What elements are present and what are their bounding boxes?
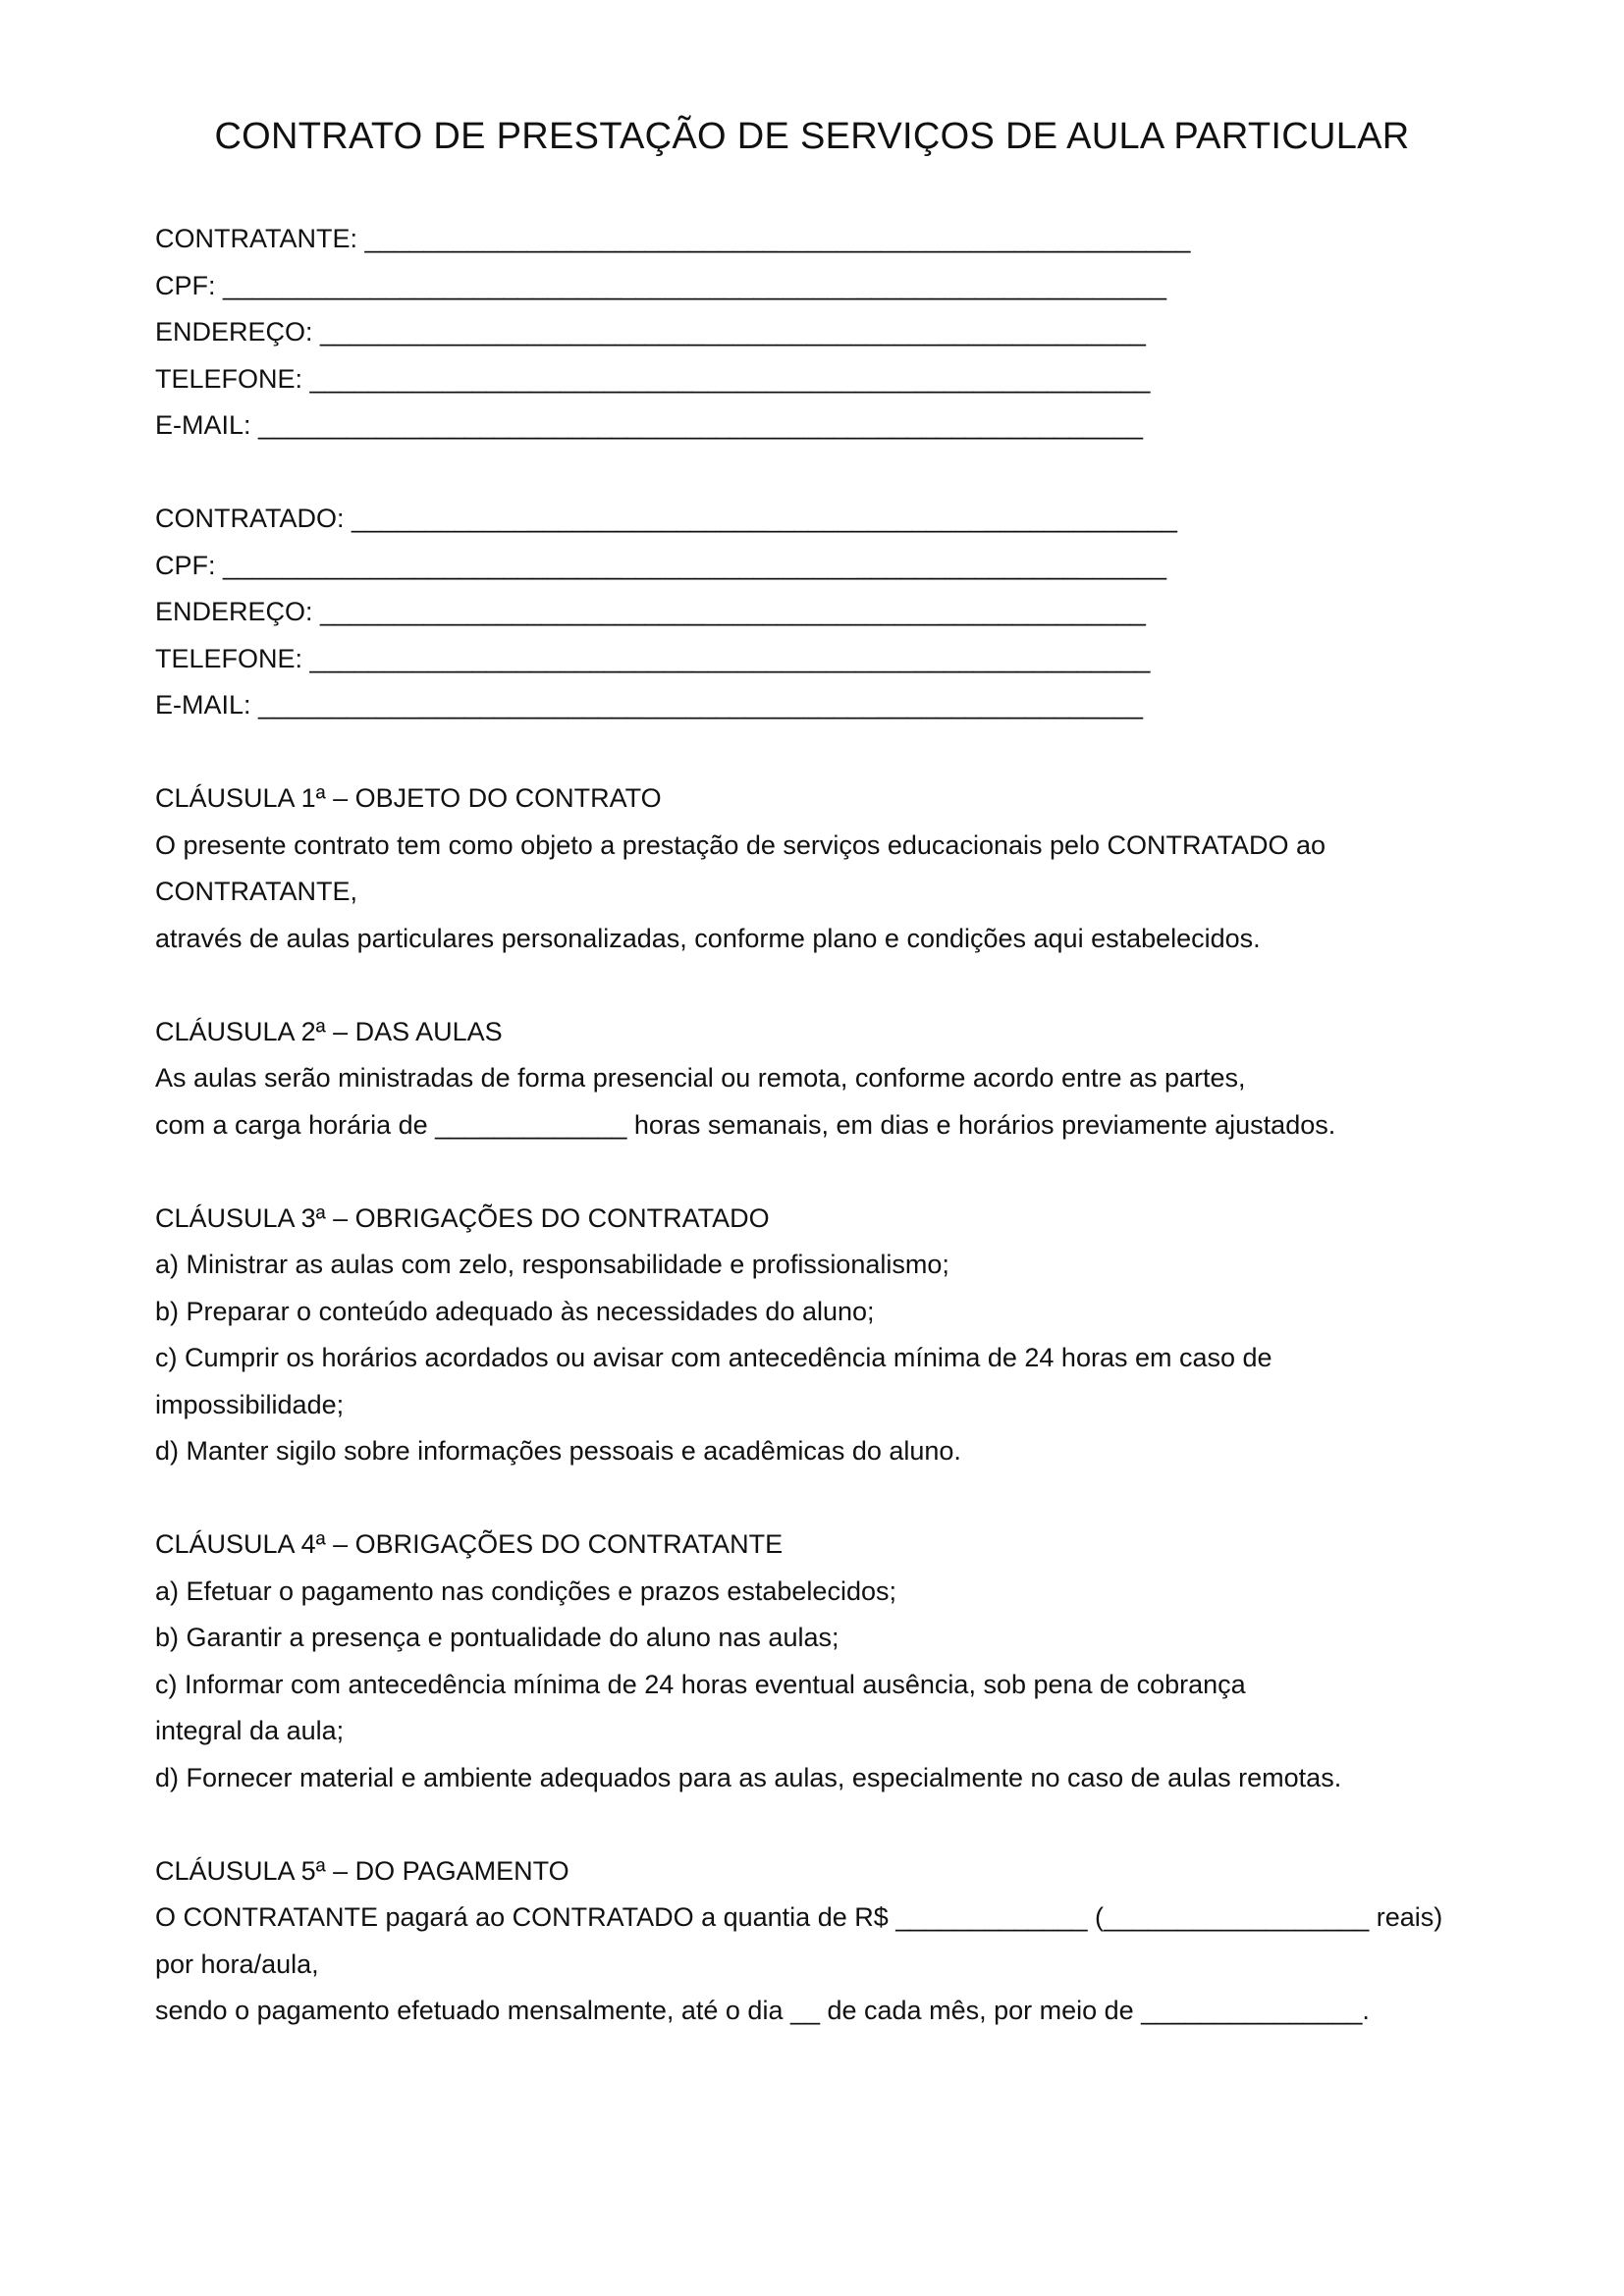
clause-2 — [155, 1009, 1549, 1149]
clause-3 — [155, 1196, 1549, 1475]
contratante-email-field: E-MAIL: ____________________________________________________________ — [155, 410, 1143, 440]
contratado-section — [155, 496, 1549, 729]
contratante-section — [155, 216, 1549, 450]
contratado-telefone-field: TELEFONE: _________________________________________________________ — [155, 643, 1151, 673]
clause-line: com a carga horária de _____________ horas semanais, em dias e horários previamente ajustados. — [155, 1109, 1336, 1140]
clause-line: d) Manter sigilo sobre informações pessoais e acadêmicas do aluno. — [155, 1436, 961, 1466]
clause-line: por hora/aula, — [155, 1949, 319, 1979]
clause-heading: CLÁUSULA 4ª – OBRIGAÇÕES DO CONTRATANTE — [155, 1529, 784, 1559]
clause-1 — [155, 775, 1549, 962]
clause-line: sendo o pagamento efetuado mensalmente, até o dia __ de cada mês, por meio de _______________. — [155, 1996, 1370, 2025]
clause-line: a) Efetuar o pagamento nas condições e prazos estabelecidos; — [155, 1575, 896, 1606]
clause-4 — [155, 1522, 1549, 1801]
contratado-endereco-field: ENDEREÇO: ________________________________________________________ — [155, 597, 1146, 626]
clause-line: b) Garantir a presença e pontualidade do aluno nas aulas; — [155, 1623, 839, 1652]
clause-5 — [155, 1848, 1549, 2035]
clause-line: CONTRATANTE, — [155, 877, 357, 906]
clause-heading: CLÁUSULA 3ª – OBRIGAÇÕES DO CONTRATADO — [155, 1202, 770, 1233]
clause-heading: CLÁUSULA 5ª – DO PAGAMENTO — [155, 1855, 569, 1886]
clause-line: a) Ministrar as aulas com zelo, responsabilidade e profissionalismo; — [155, 1250, 949, 1279]
clause-line: c) Cumprir os horários acordados ou avisar com antecedência mínima de 24 horas em caso de — [155, 1343, 1272, 1372]
clause-line: d) Fornecer material e ambiente adequados para as aulas, especialmente no caso de aulas remotas. — [155, 1762, 1342, 1792]
contratante-name-field: CONTRATANTE: ________________________________________________________ — [155, 224, 1191, 253]
clause-heading: CLÁUSULA 1ª – OBJETO DO CONTRATO — [155, 783, 662, 813]
contratado-name-field: CONTRATADO: ________________________________________________________ — [155, 504, 1177, 533]
document-title: CONTRATO DE PRESTAÇÃO DE SERVIÇOS DE AULA PARTICULAR — [214, 116, 1410, 157]
clause-heading: CLÁUSULA 2ª – DAS AULAS — [155, 1016, 503, 1046]
clause-line: integral da aula; — [155, 1716, 345, 1745]
document-body — [155, 216, 1549, 2081]
clause-line: b) Preparar o conteúdo adequado às necessidades do aluno; — [155, 1296, 875, 1326]
clause-line: O presente contrato tem como objeto a prestação de serviços educacionais pelo CONTRATADO ao — [155, 829, 1326, 860]
clause-line: O CONTRATANTE pagará ao CONTRATADO a quantia de R$ _____________ (__________________ reais) — [155, 1902, 1443, 1932]
contratante-cpf-field: CPF: ________________________________________________________________ — [155, 270, 1167, 300]
contratado-email-field: E-MAIL: ____________________________________________________________ — [155, 690, 1143, 720]
contratante-endereco-field: ENDEREÇO: ________________________________________________________ — [155, 317, 1146, 347]
clause-line: impossibilidade; — [155, 1389, 345, 1419]
clause-line: As aulas serão ministradas de forma presencial ou remota, conforme acordo entre as partes, — [155, 1063, 1246, 1093]
contratado-cpf-field: CPF: ________________________________________________________________ — [155, 550, 1167, 580]
clause-line: c) Informar com antecedência mínima de 24 horas eventual ausência, sob pena de cobrança — [155, 1669, 1246, 1699]
contratante-telefone-field: TELEFONE: _________________________________________________________ — [155, 363, 1151, 394]
clause-line: através de aulas particulares personalizadas, conforme plano e condições aqui estabelecidos. — [155, 923, 1261, 953]
